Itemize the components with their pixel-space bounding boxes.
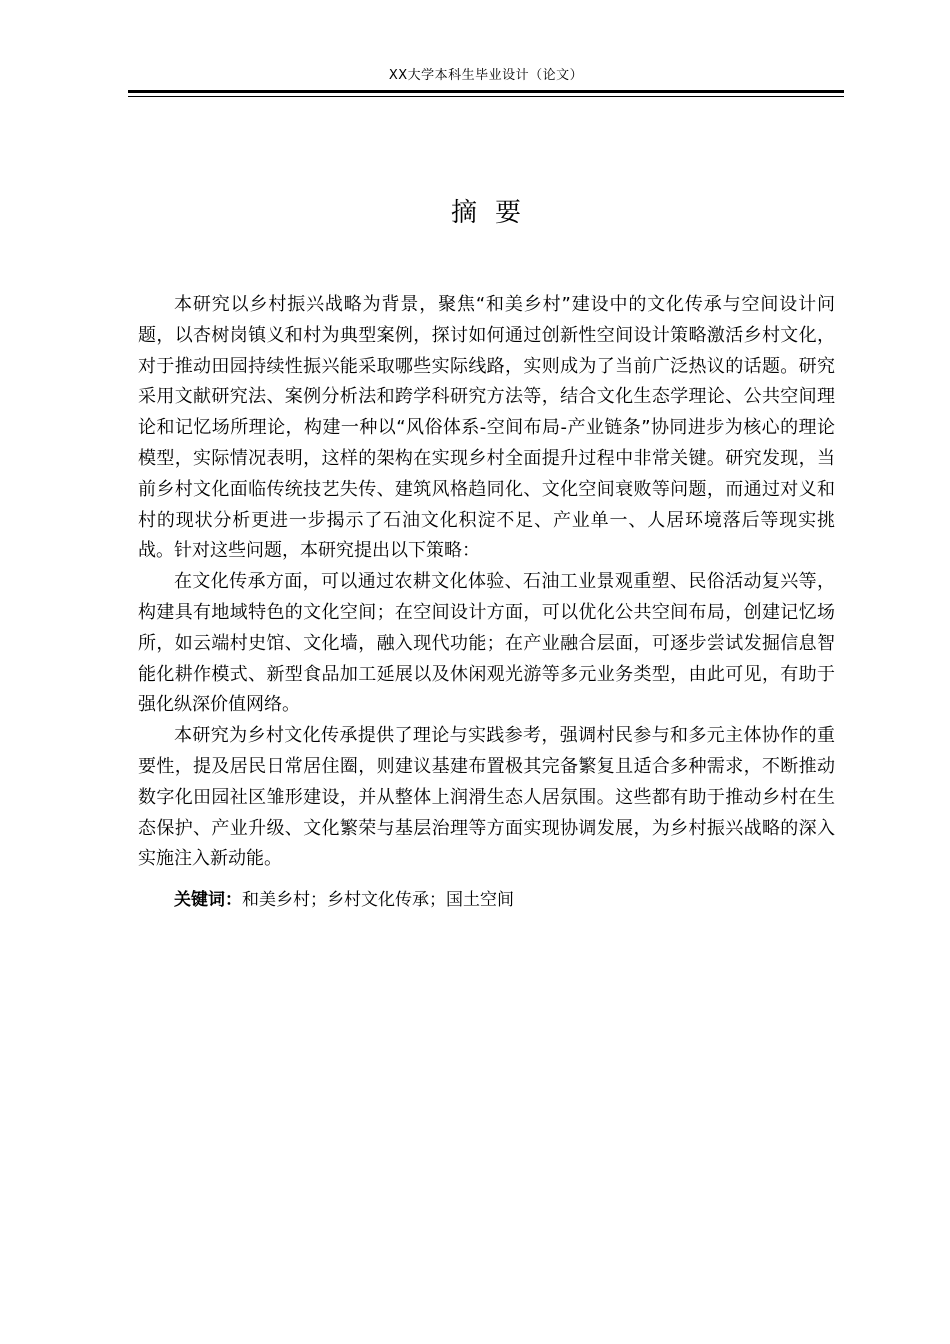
keywords-line: [174, 885, 834, 915]
header-rule-thick: [128, 90, 844, 93]
header-rule-thin: [128, 96, 844, 97]
keywords-value: 和美乡村；乡村文化传承；国土空间: [242, 890, 514, 910]
running-header: XX大学本科生毕业设计（论文）: [388, 68, 584, 83]
abstract-paragraph-1: 本研究以乡村振兴战略为背景，聚焦“和美乡村”建设中的文化传承与空间设计问题，以杏树岗镇义和村为典型案例，探讨如何通过创新性空间设计策略激活乡村文化，对于推动田园持续性振兴能采取哪些实际线路，实则成为了当前广泛热议的话题。研究采用文献研究法、案例分析法和跨学科研究方法等，结合文化生态学理论、公共空间理论和记忆场所理论，构建一种以“风俗体系-空间布局-产业链条”协同进步为核心的理论模型，实际情况表明，这样的架构在实现乡村全面提升过程中非常关键。研究发现，当前乡村文化面临传统技艺失传、建筑风格趋同化、文化空间衰败等问题，而通过对义和村的现状分析更进一步揭示了石油文化积淀不足、产业单一、人居环境落后等现实挑战。针对这些问题，本研究提出以下策略：: [138, 294, 835, 562]
abstract-paragraph-3: 本研究为乡村文化传承提供了理论与实践参考，强调村民参与和多元主体协作的重要性，提及居民日常居住圈，则建议基建布置极其完备繁复且适合多种需求，不断推动数字化田园社区雏形建设，并从整体上润滑生态人居氛围。这些都有助于推动乡村在生态保护、产业升级、文化繁荣与基层治理等方面实现协调发展，为乡村振兴战略的深入实施注入新动能。: [138, 725, 835, 870]
abstract-paragraph-2: 在文化传承方面，可以通过农耕文化体验、石油工业景观重塑、民俗活动复兴等，构建具有地域特色的文化空间；在空间设计方面，可以优化公共空间布局，创建记忆场所，如云端村史馆、文化墙，融入现代功能；在产业融合层面，可逐步尝试发掘信息智能化耕作模式、新型食品加工延展以及休闲观光游等多元业务类型，由此可见，有助于强化纵深价值网络。: [138, 571, 835, 716]
keywords-label: 关键词：: [174, 890, 242, 910]
page-title: 摘要: [450, 198, 539, 228]
abstract-body: [138, 290, 835, 875]
